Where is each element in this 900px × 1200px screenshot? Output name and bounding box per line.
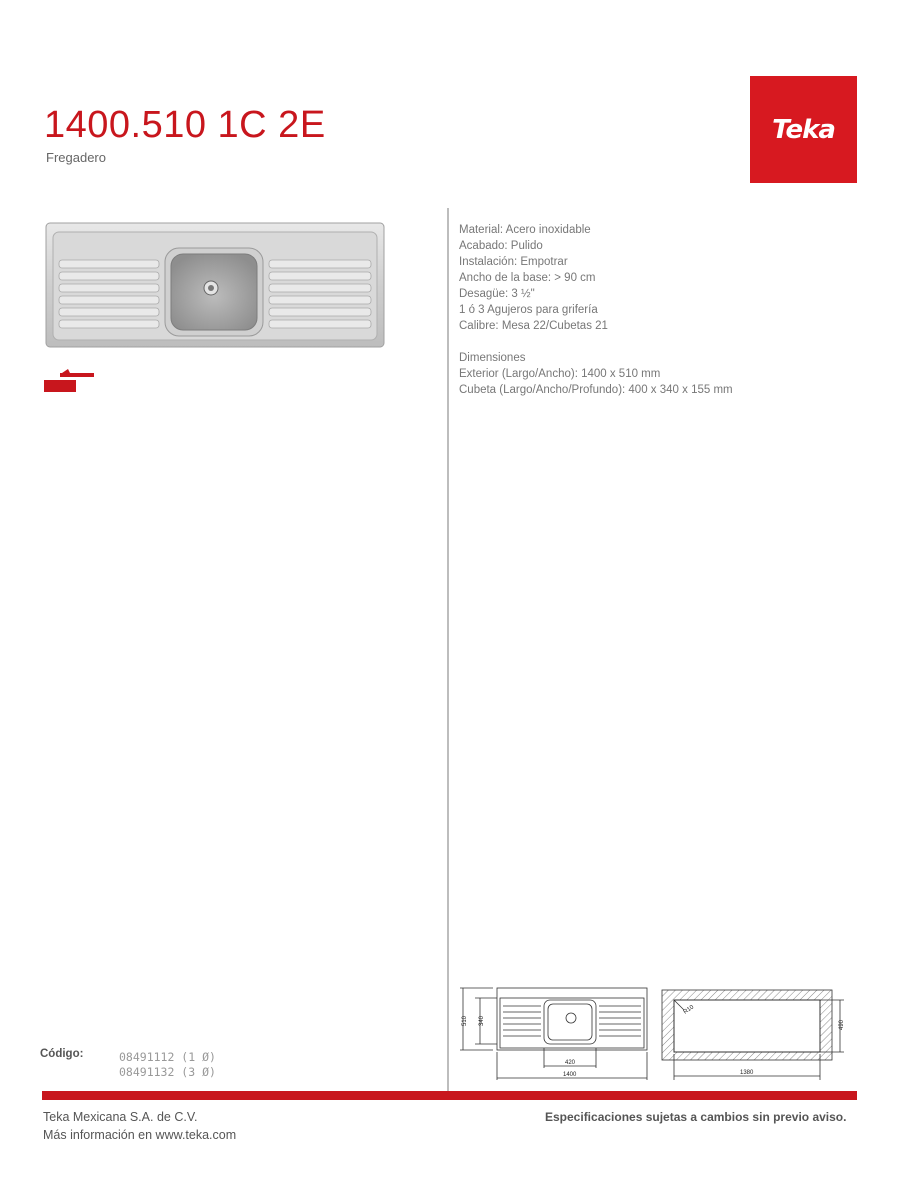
dimensions-title: Dimensiones (459, 352, 526, 364)
footer-red-bar (42, 1091, 857, 1100)
sink-photo (45, 222, 385, 350)
spec-finish: Acabado: Pulido (459, 240, 543, 252)
inset-installation-icon (44, 366, 96, 394)
dimension-exterior: Exterior (Largo/Ancho): 1400 x 510 mm (459, 368, 661, 380)
dim-bowl-width: 420 (565, 1060, 576, 1066)
spec-base-width: Ancho de la base: > 90 cm (459, 272, 596, 284)
spec-faucet-holes: 1 ó 3 Agujeros para grifería (459, 304, 598, 316)
spec-installation: Instalación: Empotrar (459, 256, 568, 268)
product-codes (119, 1050, 216, 1080)
product-code: 08491132 (3 Ø) (119, 1065, 216, 1079)
product-category: Fregadero (46, 150, 106, 165)
cutout-drawing (658, 986, 858, 1086)
product-code: 08491112 (1 Ø) (119, 1050, 216, 1064)
front-view-drawing (455, 986, 655, 1086)
logo-text: Teka (772, 114, 835, 145)
spec-drain: Desagüe: 3 ½" (459, 288, 535, 300)
footer-company (43, 1108, 236, 1144)
dim-bowl-height: 340 (479, 1015, 485, 1026)
more-info-link[interactable]: Más información en www.teka.com (43, 1128, 237, 1142)
disclaimer: Especificaciones sujetas a cambios sin previo aviso. (545, 1110, 847, 1124)
dim-cutout-width: 1380 (740, 1070, 754, 1076)
spec-material: Material: Acero inoxidable (459, 224, 591, 236)
model-title: 1400.510 1C 2E (44, 104, 326, 146)
spec-gauge: Calibre: Mesa 22/Cubetas 21 (459, 320, 608, 332)
specifications (459, 222, 733, 398)
dim-radius: R10 (682, 1004, 696, 1016)
dimension-bowl: Cubeta (Largo/Ancho/Profundo): 400 x 340 x 155 mm (459, 384, 733, 396)
dim-cutout-height: 490 (839, 1019, 845, 1030)
dim-width: 1400 (563, 1072, 577, 1078)
column-divider (447, 208, 449, 1098)
codes-label: Código: (40, 1048, 84, 1060)
company-name: Teka Mexicana S.A. de C.V. (43, 1110, 198, 1124)
teka-logo (750, 76, 857, 183)
dim-height: 510 (462, 1015, 468, 1026)
